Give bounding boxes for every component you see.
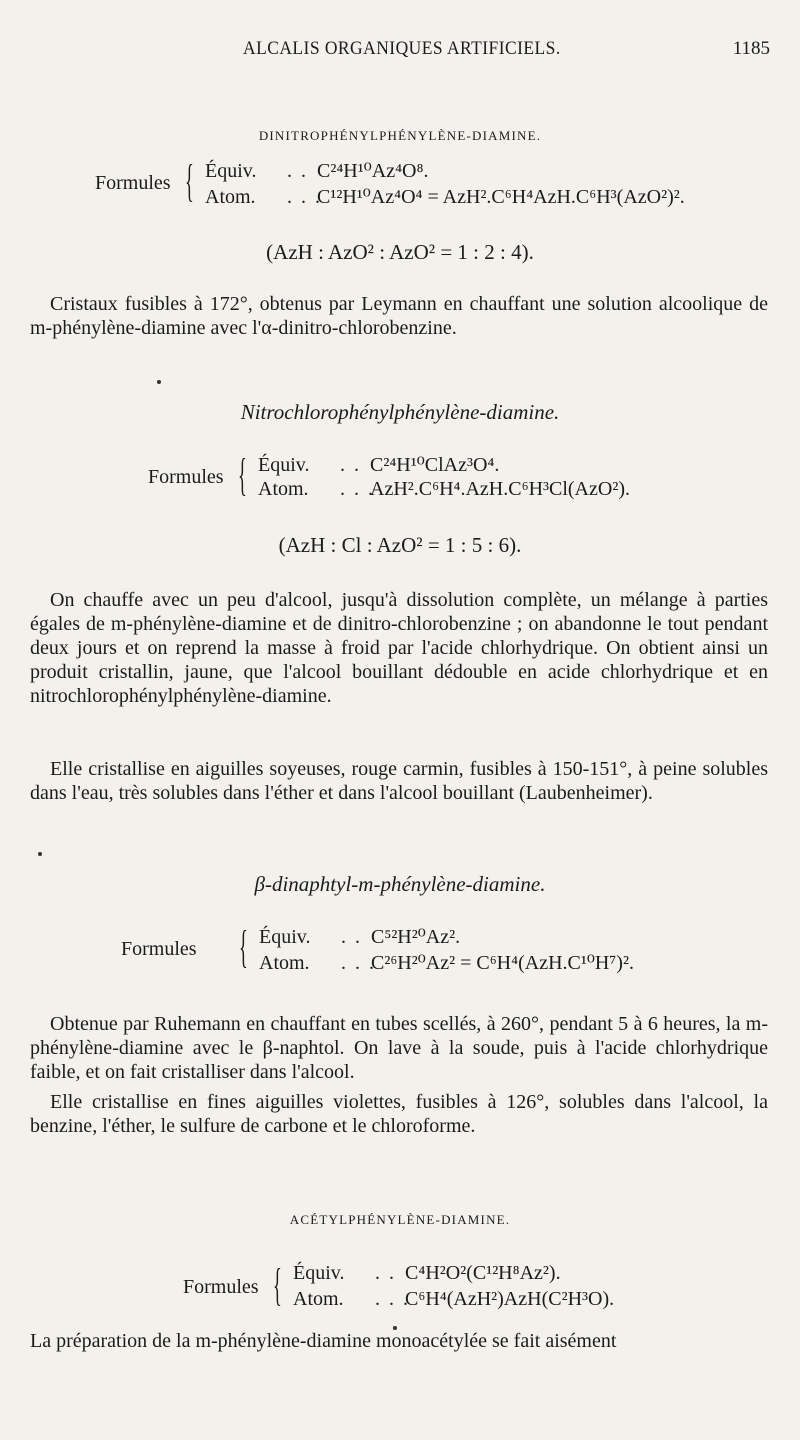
formula-value: C²⁴H¹⁰Az⁴O⁸. xyxy=(317,160,429,182)
formula-label: Formules xyxy=(95,172,171,194)
section-heading-dinaphtyl: β-dinaphtyl-m-phénylène-diamine. xyxy=(254,872,546,896)
formula-kind: Équiv. xyxy=(258,454,310,476)
formula-kind: Équiv. xyxy=(259,926,311,948)
paragraph: On chauffe avec un peu d'alcool, jusqu'à dissolution complète, un mélange à parties égales de m-phénylène-diamine et de dinitro-chlorobenzine ; on abandonne le tout pendant deux jours et on reprend la masse à froid par l'acide chlorhydrique. On obtient ainsi un produit cristallin, jaune, que l'alcool bouillant dédouble en acide chlorhydrique et en nitrochlorophénylphénylène-diamine. xyxy=(30,589,768,707)
formula-dots: . . . xyxy=(341,952,376,974)
formula-dots: . . . xyxy=(287,186,322,208)
formula-block-2 xyxy=(148,449,768,506)
formula-dots: . . . xyxy=(340,478,375,500)
section-heading-acetyl: ACÉTYLPHÉNYLÈNE-DIAMINE. xyxy=(289,1212,511,1227)
formula-dots: . . xyxy=(341,926,362,948)
formula-atom-row xyxy=(293,1288,614,1311)
formula-label: Formules xyxy=(148,466,224,488)
running-header xyxy=(0,38,800,62)
paragraph: Elle cristallise en aiguilles soyeuses, rouge carmin, fusibles à 150-151°, à peine solubles dans l'eau, très solubles dans l'éther et dans l'alcool bouillant (Laubenheimer). xyxy=(30,758,768,804)
formula-value: C⁵²H²⁰Az². xyxy=(371,926,461,948)
formula-value: C²⁴H¹⁰ClAz³O⁴. xyxy=(370,454,500,476)
formula-kind: Atom. xyxy=(205,186,256,208)
formula-kind: Atom. xyxy=(258,478,309,500)
formula-kind: Atom. xyxy=(293,1288,344,1310)
formula-block-4 xyxy=(183,1259,743,1316)
brace-icon: { xyxy=(273,1259,282,1310)
formula-atom-row xyxy=(258,478,630,501)
formula-label: Formules xyxy=(183,1276,259,1298)
paragraph: La préparation de la m-phénylène-diamine monoacétylée se fait aisément xyxy=(30,1330,617,1352)
formula-value: AzH².C⁶H⁴.AzH.C⁶H³Cl(AzO²). xyxy=(370,478,630,500)
formula-value: C⁶H⁴(AzH²)AzH(C²H³O). xyxy=(405,1288,615,1310)
ink-dot xyxy=(157,380,161,384)
formula-value: C⁴H²O²(C¹²H⁸Az²). xyxy=(405,1262,561,1284)
formula-dots: . . xyxy=(287,160,308,182)
paragraph: Elle cristallise en fines aiguilles violettes, fusibles à 126°, solubles dans l'alcool, la benzine, l'éther, le sulfure de carbone et le chloroforme. xyxy=(30,1091,768,1137)
formula-atom-row xyxy=(259,950,634,975)
formula-kind: Équiv. xyxy=(205,160,257,182)
formula-label: Formules xyxy=(121,938,197,960)
ratio-line: (AzH : Cl : AzO² = 1 : 5 : 6). xyxy=(278,533,522,557)
formula-equiv-row xyxy=(258,452,499,477)
formula-kind: Équiv. xyxy=(293,1262,345,1284)
brace-icon: { xyxy=(238,449,247,500)
paragraph: Cristaux fusibles à 172°, obtenus par Leymann en chauffant une solution alcoolique de m-phénylène-diamine avec l'α-dinitro-chlorobenzine. xyxy=(30,293,768,339)
running-title: ALCALIS ORGANIQUES ARTIFICIELS. xyxy=(243,38,561,59)
brace-icon: { xyxy=(239,921,248,972)
formula-dots: . . xyxy=(375,1262,396,1284)
formula-equiv-row xyxy=(293,1262,561,1285)
paragraph: Obtenue par Ruhemann en chauffant en tubes scellés, à 260°, pendant 5 à 6 heures, la m-phénylène-diamine avec le β-naphtol. On lave à la soude, puis à l'acide chlorhydrique faible, et on fait cristalliser dans l'alcool. xyxy=(30,1013,768,1083)
page-number: 1185 xyxy=(732,38,770,59)
formula-atom-row xyxy=(205,184,685,209)
brace-icon: { xyxy=(185,155,194,206)
formula-block-3 xyxy=(121,921,781,978)
section-heading-dinitrophenyl: DINITROPHÉNYLPHÉNYLÈNE-DIAMINE. xyxy=(258,128,542,143)
formula-value: C¹²H¹⁰Az⁴O⁴ = AzH².C⁶H⁴AzH.C⁶H³(AzO²)². xyxy=(317,186,685,208)
ink-dot xyxy=(38,852,42,856)
formula-dots: . . . xyxy=(375,1288,410,1310)
formula-dots: . . xyxy=(340,454,361,476)
formula-block-1 xyxy=(95,155,775,212)
ratio-line: (AzH : AzO² : AzO² = 1 : 2 : 4). xyxy=(266,240,534,264)
formula-equiv-row xyxy=(259,924,460,949)
formula-equiv-row xyxy=(205,158,428,183)
formula-kind: Atom. xyxy=(259,952,310,974)
formula-value: C²⁶H²⁰Az² = C⁶H⁴(AzH.C¹⁰H⁷)². xyxy=(371,952,634,974)
section-heading-nitrochloro: Nitrochlorophénylphénylène-diamine. xyxy=(240,400,560,424)
